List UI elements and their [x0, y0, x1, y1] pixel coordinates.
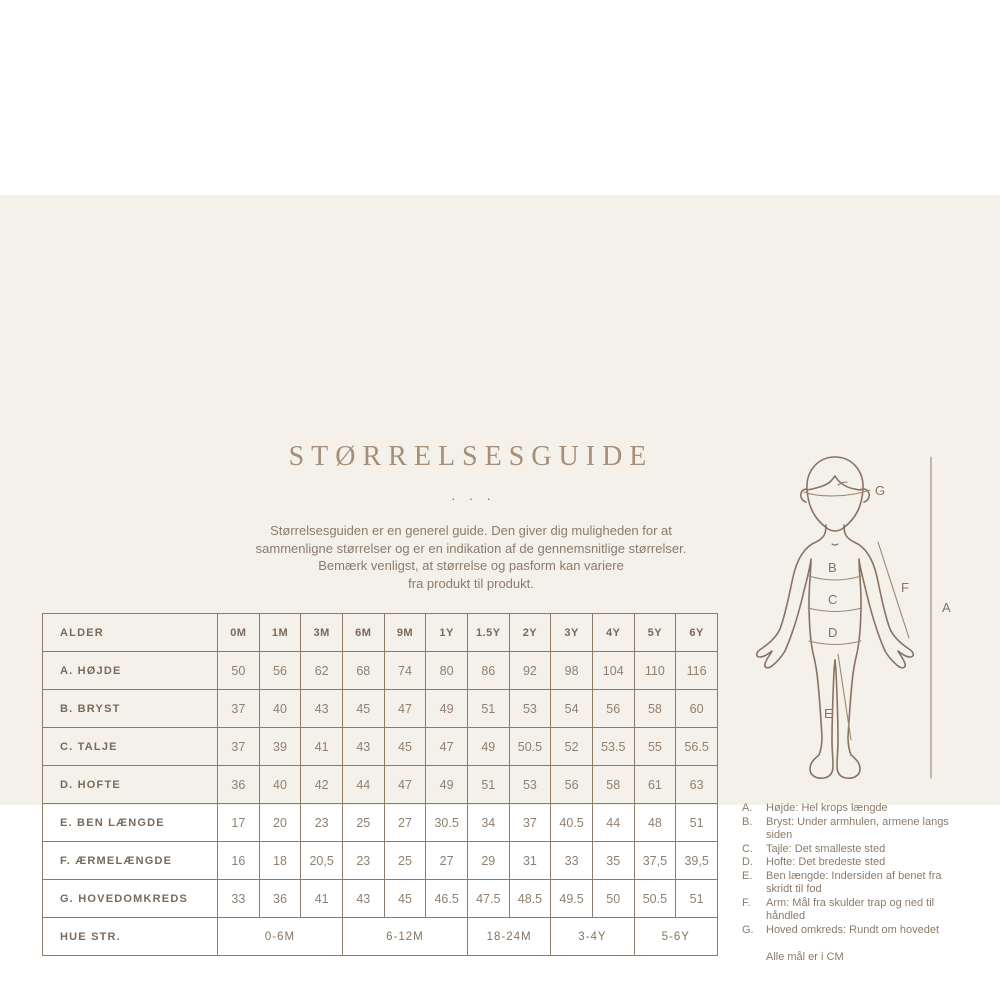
- table-cell: 60: [676, 690, 718, 728]
- table-cell: 58: [634, 690, 676, 728]
- legend-text: Højde: Hel krops længde: [766, 802, 888, 814]
- table-cell: 37: [509, 804, 551, 842]
- table-cell: 44: [592, 804, 634, 842]
- table-cell: 62: [301, 652, 343, 690]
- intro-line: Bemærk venligst, at størrelse og pasform kan variere: [318, 558, 624, 573]
- measure-line-E: [838, 654, 851, 740]
- child-figure-illustration: [735, 445, 965, 795]
- table-cell: 54: [551, 690, 593, 728]
- table-cell: 45: [384, 880, 426, 918]
- legend-text: Tajle: Det smalleste sted: [766, 842, 886, 855]
- figure-label-A: A: [942, 600, 951, 615]
- table-cell: 49: [426, 766, 468, 804]
- table-cell: 58: [592, 766, 634, 804]
- legend-letter: B.: [742, 815, 753, 828]
- table-cell: 51: [467, 766, 509, 804]
- table-cell: 27: [426, 842, 468, 880]
- table-cell: 49: [467, 728, 509, 766]
- units-note: Alle mål er i CM: [766, 951, 844, 963]
- table-cell: 49: [426, 690, 468, 728]
- table-column-header: 0M: [218, 614, 260, 652]
- row-label: D. HOFTE: [43, 766, 218, 804]
- table-cell: 39,5: [676, 842, 718, 880]
- row-label: C. TALJE: [43, 728, 218, 766]
- table-header-row: [43, 614, 718, 652]
- table-cell: 51: [676, 880, 718, 918]
- table-cell: 35: [592, 842, 634, 880]
- table-cell: 50.5: [509, 728, 551, 766]
- table-row: [43, 804, 718, 842]
- table-column-header: 6M: [342, 614, 384, 652]
- table-column-header: 1.5Y: [467, 614, 509, 652]
- table-cell: 45: [342, 690, 384, 728]
- table-cell: 56.5: [676, 728, 718, 766]
- table-cell: 20: [259, 804, 301, 842]
- table-cell: 40.5: [551, 804, 593, 842]
- table-cell: 23: [301, 804, 343, 842]
- table-cell: 51: [467, 690, 509, 728]
- table-cell: 16: [218, 842, 260, 880]
- table-cell: 80: [426, 652, 468, 690]
- table-cell: 41: [301, 880, 343, 918]
- table-cell: 116: [676, 652, 718, 690]
- table-cell: 63: [676, 766, 718, 804]
- legend-letter: F.: [742, 896, 751, 909]
- table-row: [43, 652, 718, 690]
- table-cell: 98: [551, 652, 593, 690]
- figure-ear-left: [801, 489, 806, 502]
- figure-label-D: D: [828, 625, 838, 640]
- figure-label-E: E: [824, 706, 833, 721]
- table-cell: 44: [342, 766, 384, 804]
- table-cell: 48: [634, 804, 676, 842]
- measure-line-B: [809, 576, 861, 580]
- table-cell: 36: [218, 766, 260, 804]
- table-cell: 53.5: [592, 728, 634, 766]
- table-cell: 74: [384, 652, 426, 690]
- legend-item: [742, 802, 966, 816]
- table-cell: 53: [509, 766, 551, 804]
- table-cell: 50: [592, 880, 634, 918]
- table-cell: 50.5: [634, 880, 676, 918]
- table-column-header: 9M: [384, 614, 426, 652]
- table-cell: 20,5: [301, 842, 343, 880]
- table-column-header: 1Y: [426, 614, 468, 652]
- table-cell: 47: [384, 766, 426, 804]
- intro-line: sammenligne størrelser og er en indikation af de gennemsnitlige størrelser.: [255, 540, 687, 556]
- legend-letter: C.: [742, 842, 753, 855]
- size-guide-card: [0, 195, 1000, 963]
- table-cell: 43: [301, 690, 343, 728]
- table-column-header: 1M: [259, 614, 301, 652]
- table-cell: 56: [259, 652, 301, 690]
- figure-label-G: G: [875, 483, 886, 498]
- legend-text: Hofte: Det bredeste sted: [766, 856, 886, 868]
- measurement-legend: [742, 802, 966, 963]
- table-cell: 47: [384, 690, 426, 728]
- table-cell: 86: [467, 652, 509, 690]
- table-cell: 52: [551, 728, 593, 766]
- measure-line-D: [809, 641, 861, 645]
- legend-text: Hoved omkreds: Rundt om hovedet: [766, 923, 940, 936]
- table-cell: 43: [342, 728, 384, 766]
- table-cell: 43: [342, 880, 384, 918]
- intro-line: fra produkt til produkt.: [408, 575, 534, 591]
- table-cell: 37,5: [634, 842, 676, 880]
- table-row: [43, 880, 718, 918]
- table-column-header: 6Y: [676, 614, 718, 652]
- table-cell: 55: [634, 728, 676, 766]
- legend-text: Arm: Mål fra skulder trap og ned til håndled: [766, 896, 935, 922]
- measure-line-G: [804, 490, 870, 496]
- row-label: HUE STR.: [43, 918, 218, 956]
- table-cell: 37: [218, 728, 260, 766]
- legend-item: [742, 856, 966, 870]
- table-column-header: 3M: [301, 614, 343, 652]
- intro-text: [231, 522, 711, 592]
- table-cell: 18: [259, 842, 301, 880]
- legend-letter: E.: [742, 869, 753, 882]
- legend-item: [742, 870, 966, 897]
- table-cell: 37: [218, 690, 260, 728]
- table-cell: 47: [426, 728, 468, 766]
- table-cell: 33: [551, 842, 593, 880]
- table-row: [43, 728, 718, 766]
- legend-letter: G.: [742, 923, 754, 936]
- table-column-header: 5Y: [634, 614, 676, 652]
- table-cell: 51: [676, 804, 718, 842]
- table-cell: 47.5: [467, 880, 509, 918]
- title-divider-dots: ···: [451, 490, 504, 506]
- table-cell: 53: [509, 690, 551, 728]
- row-label: A. HØJDE: [43, 652, 218, 690]
- row-label: F. ÆRMELÆNGDE: [43, 842, 218, 880]
- table-row: [43, 766, 718, 804]
- table-cell: 39: [259, 728, 301, 766]
- table-cell: 56: [551, 766, 593, 804]
- table-row: [43, 690, 718, 728]
- figure-hair-fringe: [807, 476, 863, 490]
- legend-item: [742, 897, 966, 924]
- table-cell: 31: [509, 842, 551, 880]
- table-cell: 33: [218, 880, 260, 918]
- table-cell: 30.5: [426, 804, 468, 842]
- table-cell: 50: [218, 652, 260, 690]
- table-cell: 23: [342, 842, 384, 880]
- legend-text: Bryst: Under armhulen, armene langs siden: [766, 815, 949, 841]
- legend-item: [742, 816, 966, 843]
- table-cell: 17: [218, 804, 260, 842]
- figure-body-right: [835, 525, 913, 778]
- hat-size-group-cell: 3-4Y: [551, 918, 634, 956]
- table-cell: 40: [259, 766, 301, 804]
- page-title: STØRRELSESGUIDE: [288, 441, 654, 472]
- legend-text: Ben længde: Indersiden af benet fra skridt til fod: [766, 869, 942, 895]
- table-cell: 104: [592, 652, 634, 690]
- table-cell: 25: [342, 804, 384, 842]
- table-cell: 92: [509, 652, 551, 690]
- intro-line: Størrelsesguiden er en generel guide. Den giver dig muligheden for at: [270, 523, 672, 538]
- figure-collar-mark: [832, 544, 838, 545]
- size-table: [42, 613, 718, 956]
- table-cell: 27: [384, 804, 426, 842]
- table-cell: 61: [634, 766, 676, 804]
- hat-size-group-cell: 6-12M: [342, 918, 467, 956]
- table-column-header: 2Y: [509, 614, 551, 652]
- hat-size-group-cell: 18-24M: [467, 918, 550, 956]
- table-header-alder: ALDER: [43, 614, 218, 652]
- child-measurement-figure: [735, 445, 965, 795]
- table-column-header: 3Y: [551, 614, 593, 652]
- hat-size-group-cell: 5-6Y: [634, 918, 717, 956]
- table-cell: 40: [259, 690, 301, 728]
- legend-letter: D.: [742, 856, 753, 868]
- legend-item: [742, 924, 966, 938]
- table-row: [43, 842, 718, 880]
- table-cell: 25: [384, 842, 426, 880]
- table-cell: 48.5: [509, 880, 551, 918]
- figure-label-F: F: [901, 580, 909, 595]
- row-label: G. HOVEDOMKREDS: [43, 880, 218, 918]
- legend-letter: A.: [742, 802, 753, 814]
- table-cell: 45: [384, 728, 426, 766]
- table-column-header: 4Y: [592, 614, 634, 652]
- row-label: E. BEN LÆNGDE: [43, 804, 218, 842]
- table-row-hat-size: [43, 918, 718, 956]
- table-cell: 41: [301, 728, 343, 766]
- table-cell: 68: [342, 652, 384, 690]
- table-cell: 49.5: [551, 880, 593, 918]
- figure-label-C: C: [828, 592, 838, 607]
- table-cell: 110: [634, 652, 676, 690]
- table-cell: 46.5: [426, 880, 468, 918]
- table-cell: 36: [259, 880, 301, 918]
- hat-size-group-cell: 0-6M: [218, 918, 343, 956]
- table-cell: 56: [592, 690, 634, 728]
- table-cell: 34: [467, 804, 509, 842]
- table-cell: 29: [467, 842, 509, 880]
- table-cell: 42: [301, 766, 343, 804]
- row-label: B. BRYST: [43, 690, 218, 728]
- figure-label-B: B: [828, 560, 837, 575]
- figure-body-left: [757, 525, 838, 778]
- legend-item: [742, 843, 966, 857]
- measure-line-C: [808, 608, 862, 612]
